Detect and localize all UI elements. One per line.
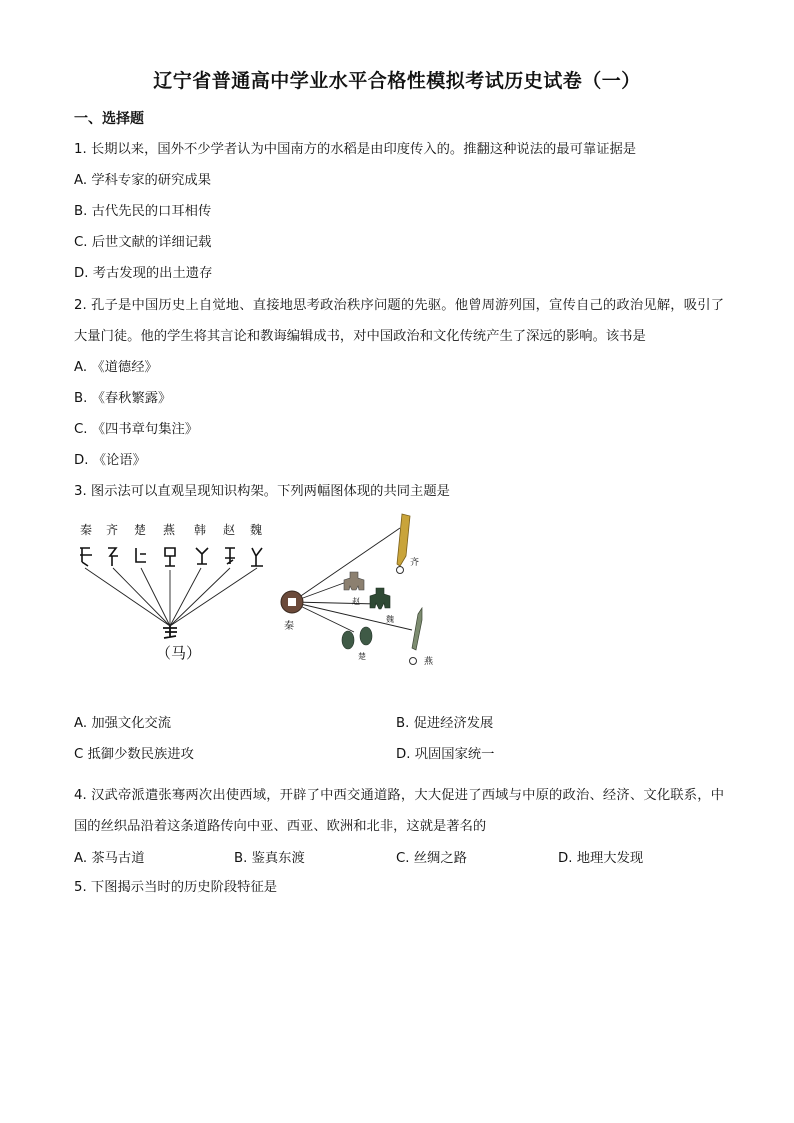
question-4-stem: 4. 汉武帝派遣张骞两次出使西域，开辟了中西交通道路，大大促进了西域与中原的政治、经济、文化联系，中国的丝织品沿着这条道路传向中亚、西亚、欧洲和北非，这就是著名的 xyxy=(74,788,724,834)
question-1-stem: 1. 长期以来，国外不少学者认为中国南方的水稻是由印度传入的。推翻这种说法的最可靠证据是 xyxy=(74,142,637,157)
q4-option-a: A. 茶马古道 xyxy=(74,851,145,866)
label-zhao: 赵 xyxy=(352,597,360,606)
unified-character-glyph xyxy=(163,626,177,638)
q2-option-c: C. 《四书章句集注》 xyxy=(74,422,199,437)
q3-option-a: A. 加强文化交流 xyxy=(74,716,172,731)
q2-option-a: A. 《道德经》 xyxy=(74,360,158,375)
qin-coin-hole xyxy=(288,598,296,606)
label-qi: 齐 xyxy=(410,558,420,568)
state-label-chu: 楚 xyxy=(134,523,147,537)
q1-option-b: B. 古代先民的口耳相传 xyxy=(74,204,212,219)
q4-option-d: D. 地理大发现 xyxy=(558,851,644,866)
chu-coin-2 xyxy=(360,627,372,645)
q3-figure-right xyxy=(281,514,434,667)
q2-option-b: B. 《春秋繁露》 xyxy=(74,391,172,406)
label-yan: 燕 xyxy=(424,657,434,667)
q3-figure xyxy=(70,508,450,680)
state-label-qin: 秦 xyxy=(80,523,93,537)
state-label-han: 韩 xyxy=(194,523,207,537)
question-5-stem: 5. 下图揭示当时的历史阶段特征是 xyxy=(74,880,278,895)
state-label-yan: 燕 xyxy=(163,523,176,537)
q2-option-d: D. 《论语》 xyxy=(74,453,146,468)
wei-spade-coin xyxy=(370,588,390,609)
label-wei: 魏 xyxy=(386,615,394,624)
qi-knife-ring xyxy=(397,567,404,574)
q3-figure-left xyxy=(80,522,263,662)
q3-option-d: D. 巩固国家统一 xyxy=(396,747,495,762)
convergence-lines xyxy=(85,568,257,626)
page-title: 辽宁省普通高中学业水平合格性模拟考试历史试卷（一） xyxy=(153,70,641,92)
state-label-qi: 齐 xyxy=(106,523,119,537)
question-2-stem: 2. 孔子是中国历史上自觉地、直接地思考政治秩序问题的先驱。他曾周游列国，宣传自己的政治见解，吸引了大量门徒。他的学生将其言论和教诲编辑成书，对中国政治和文化传统产生了深远的影响。该书是 xyxy=(74,298,724,344)
q3-option-c: C 抵御少数民族进攻 xyxy=(74,747,194,762)
label-chu: 楚 xyxy=(358,652,366,661)
yan-knife-coin xyxy=(412,608,422,650)
q3-option-b: B. 促进经济发展 xyxy=(396,716,494,731)
section-heading: 一、选择题 xyxy=(74,111,144,127)
label-qin-center: 秦 xyxy=(284,621,294,632)
yan-knife-ring xyxy=(410,658,417,665)
state-label-wei: 魏 xyxy=(250,523,263,537)
ancient-script-glyphs xyxy=(80,548,263,566)
zhao-spade-coin xyxy=(344,572,364,590)
question-3-stem: 3. 图示法可以直观呈现知识构架。下列两幅图体现的共同主题是 xyxy=(74,484,450,499)
q1-option-d: D. 考古发现的出土遗存 xyxy=(74,266,213,281)
q4-option-c: C. 丝绸之路 xyxy=(396,851,467,866)
q4-option-b: B. 鉴真东渡 xyxy=(234,851,305,866)
chu-coin-1 xyxy=(342,631,354,649)
qi-knife-coin xyxy=(397,514,410,566)
state-label-zhao: 赵 xyxy=(223,523,236,537)
q1-option-c: C. 后世文献的详细记载 xyxy=(74,235,212,250)
q1-option-a: A. 学科专家的研究成果 xyxy=(74,173,211,188)
unified-caption: （马） xyxy=(156,644,202,662)
